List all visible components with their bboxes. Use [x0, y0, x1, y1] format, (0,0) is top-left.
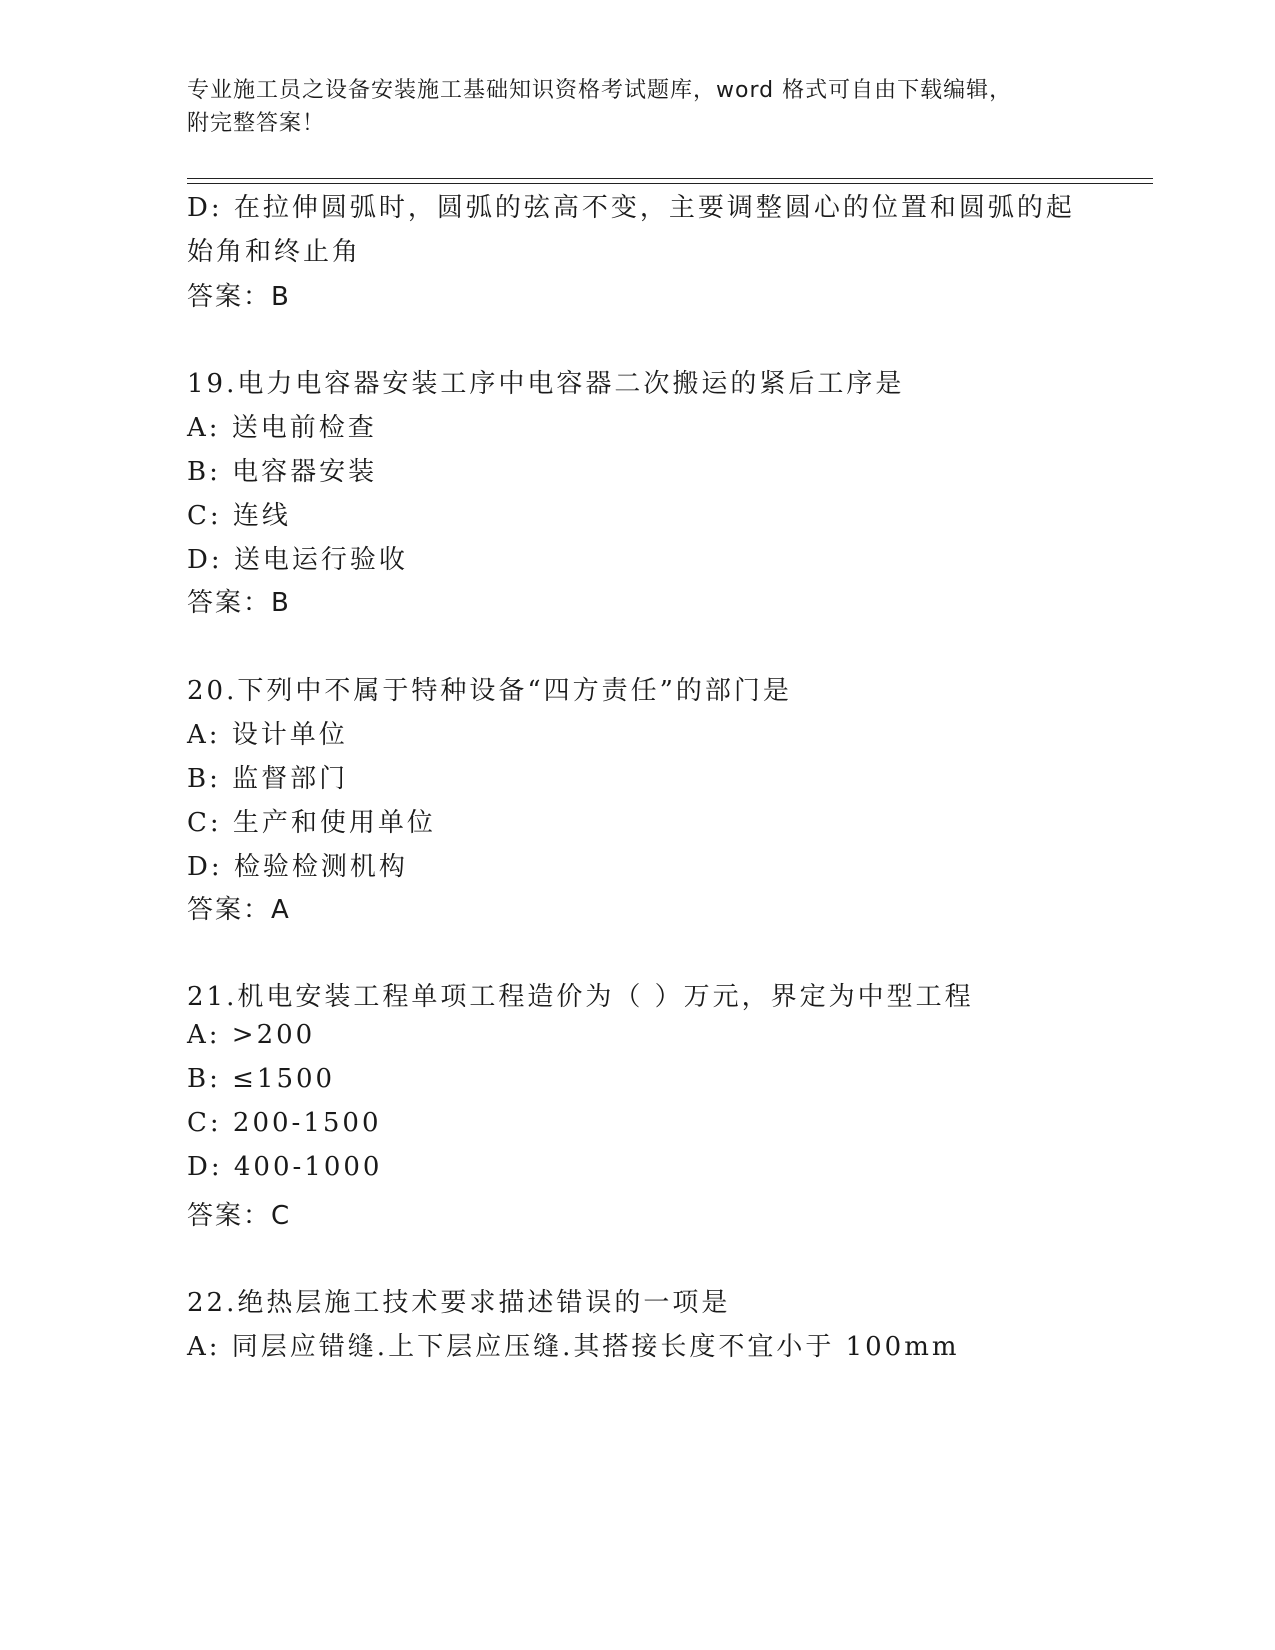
prev-option-d-line-1: D: 在拉伸圆弧时，圆弧的弦高不变，主要调整圆心的位置和圆弧的起: [187, 193, 1075, 223]
question-19-option-d: D: 送电运行验收: [187, 545, 408, 575]
question-20-option-a: A: 设计单位: [187, 720, 348, 750]
question-22-option-a: A: 同层应错缝.上下层应压缝.其搭接长度不宜小于 100mm: [187, 1332, 960, 1362]
question-21-option-a: A: >200: [187, 1020, 316, 1050]
question-20-answer: 答案：A: [187, 895, 291, 925]
question-19-option-c: C: 连线: [187, 501, 291, 531]
question-19-option-a: A: 送电前检查: [187, 413, 377, 443]
question-20-option-c: C: 生产和使用单位: [187, 808, 436, 838]
header-line-2: 附完整答案！: [187, 111, 326, 136]
question-21-option-d: D: 400-1000: [187, 1152, 383, 1182]
prev-option-d-line-2: 始角和终止角: [187, 237, 362, 267]
question-20-stem: 20.下列中不属于特种设备“四方责任”的部门是: [187, 676, 792, 706]
document-header: [187, 74, 1087, 140]
question-21-option-c: C: 200-1500: [187, 1108, 382, 1138]
question-22-stem: 22.绝热层施工技术要求描述错误的一项是: [187, 1288, 731, 1318]
question-21-option-b: B: ≤1500: [187, 1064, 336, 1094]
question-21-answer: 答案：C: [187, 1201, 292, 1231]
question-20-option-d: D: 检验检测机构: [187, 852, 408, 882]
prev-answer: 答案：B: [187, 282, 291, 312]
question-21-stem: 21.机电安装工程单项工程造价为（ ）万元，界定为中型工程: [187, 982, 974, 1012]
question-20-option-b: B: 监督部门: [187, 764, 349, 794]
header-line-1: 专业施工员之设备安装施工基础知识资格考试题库，word 格式可自由下载编辑，: [187, 78, 1013, 103]
question-19-option-b: B: 电容器安装: [187, 457, 378, 487]
header-divider-top: [187, 178, 1153, 179]
question-19-answer: 答案：B: [187, 588, 291, 618]
question-19-stem: 19.电力电容器安装工序中电容器二次搬运的紧后工序是: [187, 369, 905, 399]
header-divider-bottom: [187, 183, 1153, 184]
